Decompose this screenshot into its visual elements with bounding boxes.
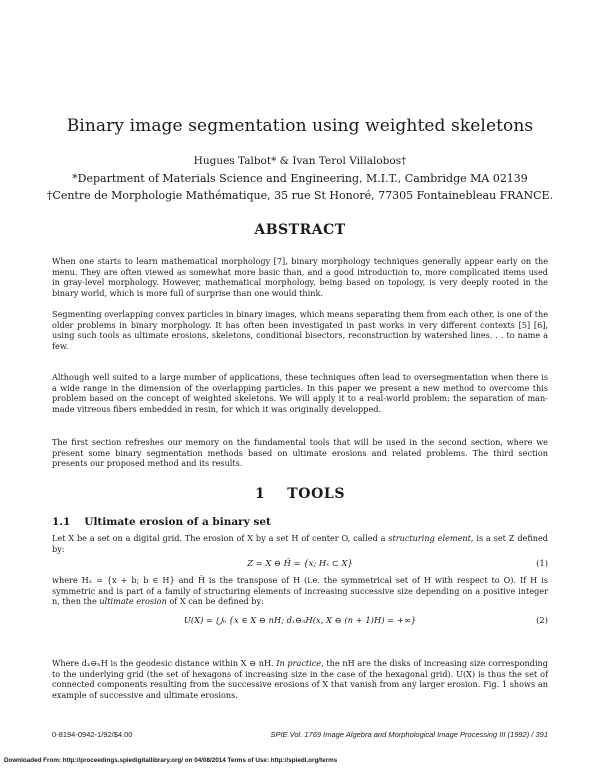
abstract-paragraph-4: The first section refreshes our memory on the fundamental tools that will be used in the second section, where we present some binary segmentation methods based on ultimate erosions and related problems. The third section presents our proposed method and its results. [52, 437, 548, 469]
geodesic-text-b: , the nH are the disks of increasing size corresponding to the underlying grid (the set of hexagons of increasing size in the case of the hexagonal grid). U(X) is thus the set of connected components resulting from the successive erosions of X that vanish from any larger erosion. Fig. 1 shows an example of successive and ultimate erosions. [52, 658, 548, 700]
where-text-a: where Hₓ = {x + b; b ∈ H} and Ĥ is the transpose of H (i.e. the symmetrical set of H with respect to O). If H is symmetric and is part of a family of structuring elements of increasing successive size depending on a positive integer n, then the [52, 575, 548, 607]
paper-title: Binary image segmentation using weighted skeletons [66, 116, 534, 136]
abstract-paragraph-1: When one starts to learn mathematical morphology [7], binary morphology techniques generally appear early on the menu. They are often viewed as somewhat more basic than, and a good introduction to, more complicated items used in gray-level morphology. However, mathematical morphology, being based on topology, is very deeply rooted in the binary world, which is more full of surprise than one would think. [52, 256, 548, 298]
body-paragraph-where [52, 575, 548, 607]
body-paragraph-geodesic [52, 658, 548, 700]
section-number: 1 [254, 486, 266, 502]
subsection-heading [52, 516, 271, 528]
intro-emphasis: structuring element [388, 533, 471, 543]
intro-text-a: Let X be a set on a digital grid. The erosion of X by a set H of center O, called a [52, 533, 389, 543]
equation-2-body: U(X) = ⋃ₙ {x ∈ X ⊖ nH; dₓ⊖ₙH(x, X ⊖ (n + 1)H) = +∞} [183, 615, 417, 625]
where-text-b: of X can be defined by: [166, 596, 264, 607]
affiliation-2: †Centre de Morphologie Mathématique, 35 rue St Honoré, 77305 Fontainebleau FRANCE. [46, 189, 554, 202]
geodesic-emphasis: In practice [276, 658, 322, 668]
download-notice: Downloaded From: http://proceedings.spiedigitallibrary.org/ on 04/08/2014 Terms of Use: http://spiedl.org/terms [4, 757, 338, 764]
equation-1-body: Z = X ⊖ Ĥ = {x; Hₓ ⊂ X} [247, 558, 353, 568]
authors: Hugues Talbot* & Ivan Terol Villalobos† [193, 155, 407, 167]
footer-citation: SPIE Vol. 1769 Image Algebra and Morphological Image Processing III (1992) / 391 [270, 730, 548, 739]
abstract-paragraph-2: Segmenting overlapping convex particles in binary images, which means separating them from each other, is one of the older problems in binary morphology. It has often been investigated in past works in very different contexts [5] [6], using such tools as ultimate erosions, skeletons, conditional bisectors, reconstruction by watershed lines. . . to name a few. [52, 309, 548, 351]
where-emphasis: ultimate erosion [99, 596, 167, 607]
footer-isbn: 0-8194-0942-1/92/$4.00 [52, 730, 133, 739]
affiliation-1: *Department of Materials Science and Engineering, M.I.T., Cambridge MA 02139 [72, 172, 528, 185]
geodesic-text-a: Where dₓ⊖ₙH is the geodesic distance within X ⊖ nH. [52, 658, 277, 668]
equation-2 [52, 615, 548, 629]
abstract-heading: ABSTRACT [254, 222, 346, 238]
equation-1-label: (1) [536, 558, 548, 568]
abstract-paragraph-3: Although well suited to a large number of applications, these techniques often lead to oversegmentation when there is a wide range in the dimension of the overlapping particles. In this paper we present a new method to overcome this problem based on the concept of weighted skeletons. We will apply it to a real-world problem: the separation of man-made vitreous fibers embedded in resin, for which it was originally developped. [52, 372, 548, 414]
section-heading [0, 486, 600, 502]
body-paragraph-intro [52, 533, 548, 554]
subsection-title: Ultimate erosion of a binary set [84, 516, 271, 528]
section-title: TOOLS [287, 486, 346, 502]
equation-2-label: (2) [536, 615, 548, 625]
intro-text-b: , is a set Z defined by: [52, 533, 548, 554]
subsection-number: 1.1 [52, 516, 71, 528]
equation-1 [52, 558, 548, 570]
